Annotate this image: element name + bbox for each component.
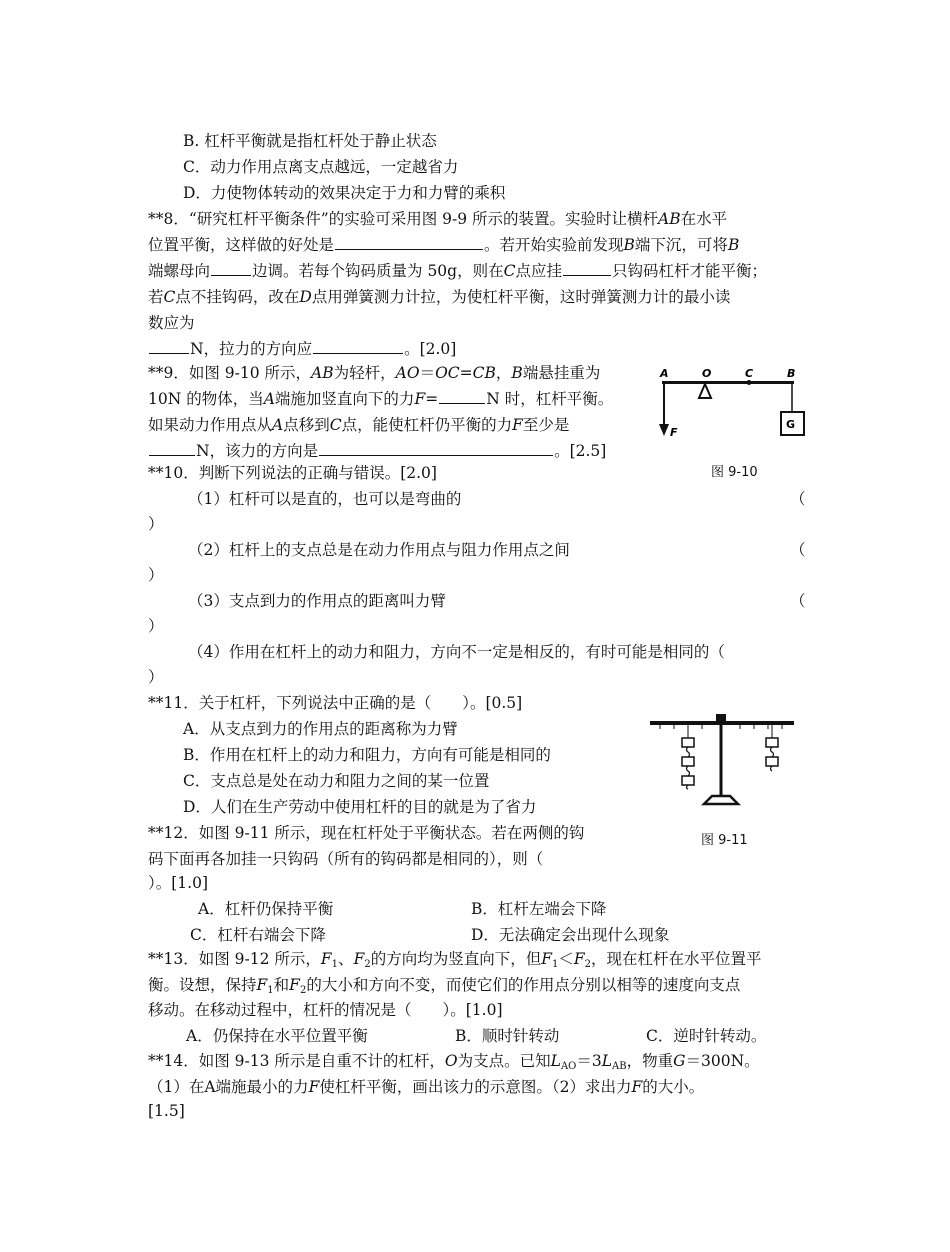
q12-option-a: A．杠杆仍保持平衡 (198, 900, 334, 918)
q9-line-4: N，该力的方向是 。[2.5] (148, 441, 606, 461)
q10-item-1-open: （ (790, 490, 806, 508)
fig910-fulcrum (699, 384, 711, 398)
q9-line-1: **9．如图 9-10 所示，AB为轻杆，AO＝OC=CB，B端悬挂重为 (148, 364, 601, 382)
q14-line-1: **14．如图 9-13 所示是自重不计的杠杆，O为支点。已知$L_{AO}=3L_{AB}$，物重G＝300N。 (148, 1052, 760, 1072)
q13-option-c: C．逆时针转动。 (646, 1027, 767, 1045)
blank-count[interactable] (563, 261, 611, 276)
fig911-right-weights (766, 725, 778, 771)
q9-line-2: 10N 的物体，当A端施加竖直向下的力F= N 时，杠杆平衡。 (148, 390, 614, 408)
fig910-label-a: A (660, 367, 669, 380)
blank-force[interactable] (439, 389, 485, 404)
blank-force-direction[interactable] (319, 441, 553, 456)
blank-pull-direction[interactable] (313, 339, 403, 354)
q10-item-3-close: ） (148, 617, 164, 635)
fig910-point-c (747, 380, 752, 385)
q14-line-2: （1）在A端施最小的力F使杠杆平衡，画出该力的示意图。（2）求出力F的大小。 (148, 1078, 705, 1096)
q10-item-2-open: （ (790, 541, 806, 559)
q10-item-4: （4）作用在杠杆上的动力和阻力，方向不一定是相反的，有时可能是相同的（ (188, 643, 725, 661)
fig911-pivot-top (716, 714, 726, 722)
q13-option-b: B．顺时针转动 (455, 1027, 560, 1045)
q12-option-c: C．杠杆右端会下降 (190, 926, 326, 944)
blank-benefit[interactable] (335, 235, 483, 250)
q10-item-2-close: ） (148, 566, 164, 584)
q8-line-1: **8．“研究杠杆平衡条件”的实验可采用图 9-9 所示的装置。实验时让横杆AB在水平 (148, 210, 728, 228)
fig910-caption: 图 9-10 (711, 465, 758, 480)
q12-option-b: B．杠杆左端会下降 (471, 900, 607, 918)
blank-direction[interactable] (211, 261, 251, 276)
q10-item-3-open: （ (790, 592, 806, 610)
fig910-label-b: B (787, 367, 796, 380)
q11-option-d: D．人们在生产劳动中使用杠杆的目的就是为了省力 (183, 798, 537, 816)
q8-line-3: 端螺母向 边调。若每个钩码质量为 50g，则在C点应挂 只钩码杠杆才能平衡； (148, 262, 767, 280)
q10-title: **10．判断下列说法的正确与错误。[2.0] (148, 464, 437, 482)
q13-line-3: 移动。在移动过程中，杠杆的情况是（ ）。[1.0] (148, 1001, 503, 1019)
fig910-lever (662, 381, 794, 384)
fig910-label-g: G (786, 418, 796, 431)
blank-min-force[interactable] (149, 441, 195, 456)
q8-line-6: N，拉力的方向应 。[2.0] (148, 339, 456, 359)
fig911-stand-base (704, 796, 738, 804)
q10-item-2: （2）杠杆上的支点总是在动力作用点与阻力作用点之间 (188, 541, 570, 559)
q7-option-d: D．力使物体转动的效果决定于力和力臂的乘积 (183, 184, 506, 202)
figure-9-11 (648, 712, 798, 812)
q12-line-2: 码下面再各加挂一只钩码（所有的钩码都是相同的），则（ (148, 850, 544, 868)
q10-item-4-close: ） (148, 668, 164, 686)
fig910-label-o: O (702, 367, 712, 380)
q11-title: **11．关于杠杆，下列说法中正确的是（ ）。[0.5] (148, 694, 523, 712)
fig911-left-weights (682, 725, 694, 789)
q7-option-b: B. 杠杆平衡就是指杠杆处于静止状态 (183, 132, 437, 150)
q8-line-4: 若C点不挂钩码，改在D点用弹簧测力计拉，为使杠杆平衡，这时弹簧测力计的最小读 (148, 288, 731, 306)
q13-line-2: 衡。设想，保持$F_1$和$F_2$的大小和方向不变，而使它们的作用点分别以相等的速度向支点 (148, 976, 741, 996)
q14-line-3: [1.5] (148, 1102, 185, 1120)
fig910-label-f: F (670, 426, 678, 439)
fig911-lever (650, 721, 794, 725)
figure-9-10 (655, 360, 815, 450)
fig910-force-arrow-icon (659, 424, 669, 436)
q11-option-a: A．从支点到力的作用点的距离称为力臂 (183, 720, 458, 738)
q12-line-1: **12．如图 9-11 所示，现在杠杆处于平衡状态。若在两侧的钩 (148, 824, 585, 842)
q13-option-a: A．仍保持在水平位置平衡 (186, 1027, 368, 1045)
q10-item-1: （1）杠杆可以是直的，也可以是弯曲的 (188, 490, 462, 508)
q11-option-c: C．支点总是处在动力和阻力之间的某一位置 (183, 772, 490, 790)
q8-line-5: 数应为 (148, 314, 195, 332)
q12-option-d: D．无法确定会出现什么现象 (471, 926, 670, 944)
q9-line-3: 如果动力作用点从A点移到C点，能使杠杆仍平衡的力F至少是 (148, 416, 570, 434)
blank-reading[interactable] (149, 339, 189, 354)
fig911-caption: 图 9-11 (701, 833, 748, 848)
q10-item-3: （3）支点到力的作用点的距离叫力臂 (188, 592, 446, 610)
q8-line-2: 位置平衡，这样做的好处是 。若开始实验前发现B端下沉，可将B (148, 236, 740, 254)
q13-line-1: **13．如图 9-12 所示，$F_1$、$F_2$的方向均为竖直向下，但$F_1<F_2$，现在杠杆在水平位置平 (148, 950, 762, 970)
q10-item-1-close: ） (148, 515, 164, 533)
q7-option-c: C．动力作用点离支点越远，一定越省力 (183, 158, 459, 176)
q11-option-b: B．作用在杠杆上的动力和阻力，方向有可能是相同的 (183, 746, 551, 764)
q12-line-3: ）。[1.0] (148, 874, 208, 892)
fig910-label-c: C (745, 367, 754, 380)
